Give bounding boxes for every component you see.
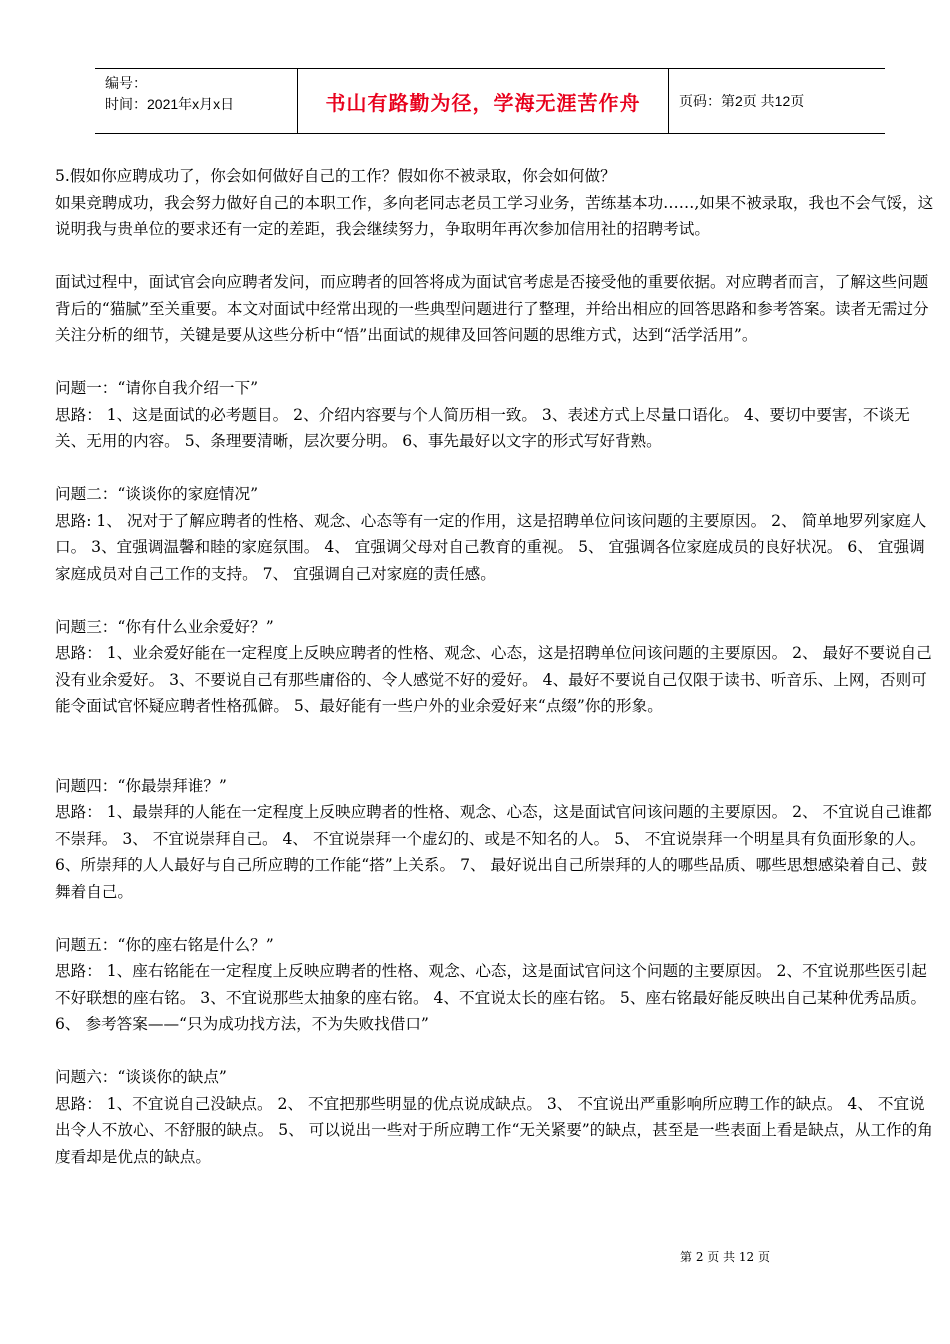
time-label: 时间：2021年x月x日 [105,96,235,112]
q3-title: 问题三：“你有什么业余爱好？” [55,617,274,636]
document-body [55,163,935,1170]
q4-body: 思路： 1、最崇拜的人能在一定程度上反映应聘者的性格、观念、心态，这是面试官问该问题的主要原因。 2、 不宜说自己谁都不崇拜。 3、 不宜说崇拜自己。 4、 不宜说崇拜一个虚幻的、或是不知名的人。 5、 不宜说崇拜一个明星具有负面形象的人。 6、所崇拜的人人最好与自己所应聘的工作能“搭”上关系。 7、 最好说出自己所崇拜的人的哪些品质、哪些思想感染着自己、鼓舞着自己。 [55,803,932,901]
motto-text: 书山有路勤为径，学海无涯苦作舟 [325,90,641,115]
header-motto-cell [297,69,669,133]
page-header [95,68,885,134]
page-label: 页码：第2页 共12页 [679,93,805,109]
q6-title: 问题六：“谈谈你的缺点” [55,1068,227,1086]
q1-body: 思路： 1、这是面试的必考题目。 2、介绍内容要与个人简历相一致。 3、表述方式上尽量口语化。 4、要切中要害，不谈无关、无用的内容。 5、条理要清晰，层次要分明。 6、事先最好以文字的形式写好背熟。 [55,405,910,450]
q6-body: 思路： 1、不宜说自己没缺点。 2、 不宜把那些明显的优点说成缺点。 3、 不宜说出严重影响所应聘工作的缺点。 4、 不宜说出令人不放心、不舒服的缺点。 5、 可以说出一些对于所应聘工作“无关紧要”的缺点，甚至是一些表面上看是缺点，从工作的角度看却是优点的缺点。 [55,1094,933,1166]
answer-five-text: 如果竞聘成功，我会努力做好自己的本职工作，多向老同志老员工学习业务，苦练基本功……,如果不被录取，我也不会气馁，这说明我与贵单位的要求还有一定的差距，我会继续努力，争取明年再次参加信用社的招聘考试。 [55,193,934,238]
q1-title: 问题一：“请你自我介绍一下” [55,379,259,397]
header-page-cell [669,69,885,133]
number-label: 编号： [105,75,147,91]
q5-body: 思路： 1、座右铭能在一定程度上反映应聘者的性格、观念、心态，这是面试官问这个问题的主要原因。 2、不宜说那些医引起不好联想的座右铭。 3、不宜说那些太抽象的座右铭。 4、不宜说太长的座右铭。 5、座右铭最好能反映出自己某种优秀品质。 6、 参考答案——“只为成功找方法，不为失败找借口” [55,962,932,1033]
q5-title: 问题五：“你的座右铭是什么？” [55,935,274,954]
q2-body: 思路: 1、 况对于了解应聘者的性格、观念、心态等有一定的作用，这是招聘单位问该问题的主要原因。 2、 简单地罗列家庭人口。 3、宜强调温馨和睦的家庭氛围。 4、 宜强调父母对自己教育的重视。 5、 宜强调各位家庭成员的良好状况。 6、 宜强调家庭成员对自己工作的支持。 7、 宜强调自己对家庭的责任感。 [55,511,927,583]
q2-title: 问题二：“谈谈你的家庭情况” [55,485,259,503]
intro-paragraph: 面试过程中，面试官会向应聘者发问，而应聘者的回答将成为面试官考虑是否接受他的重要依据。对应聘者而言，了解这些问题背后的“猫腻”至关重要。本文对面试中经常出现的一些典型问题进行了整理，并给出相应的回答思路和参考答案。读者无需过分关注分析的细节，关键是要从这些分析中“悟”出面试的规律及回答问题的思维方式，达到“活学活用”。 [55,273,929,344]
question-five-text: 5.假如你应聘成功了，你会如何做好自己的工作？假如你不被录取，你会如何做？ [55,167,616,185]
q4-title: 问题四：“你最崇拜谁？” [55,776,227,795]
page-footer: 第 2 页 共 12 页 [680,1250,770,1264]
q3-body: 思路： 1、业余爱好能在一定程度上反映应聘者的性格、观念、心态，这是招聘单位问该问题的主要原因。 2、 最好不要说自己没有业余爱好。 3、不要说自己有那些庸俗的、令人感觉不好的爱好。 4、最好不要说自己仅限于读书、听音乐、上网，否则可能令面试官怀疑应聘者性格孤僻。 5、最好能有一些户外的业余爱好来“点缀”你的形象。 [55,644,932,715]
header-meta [95,69,297,133]
